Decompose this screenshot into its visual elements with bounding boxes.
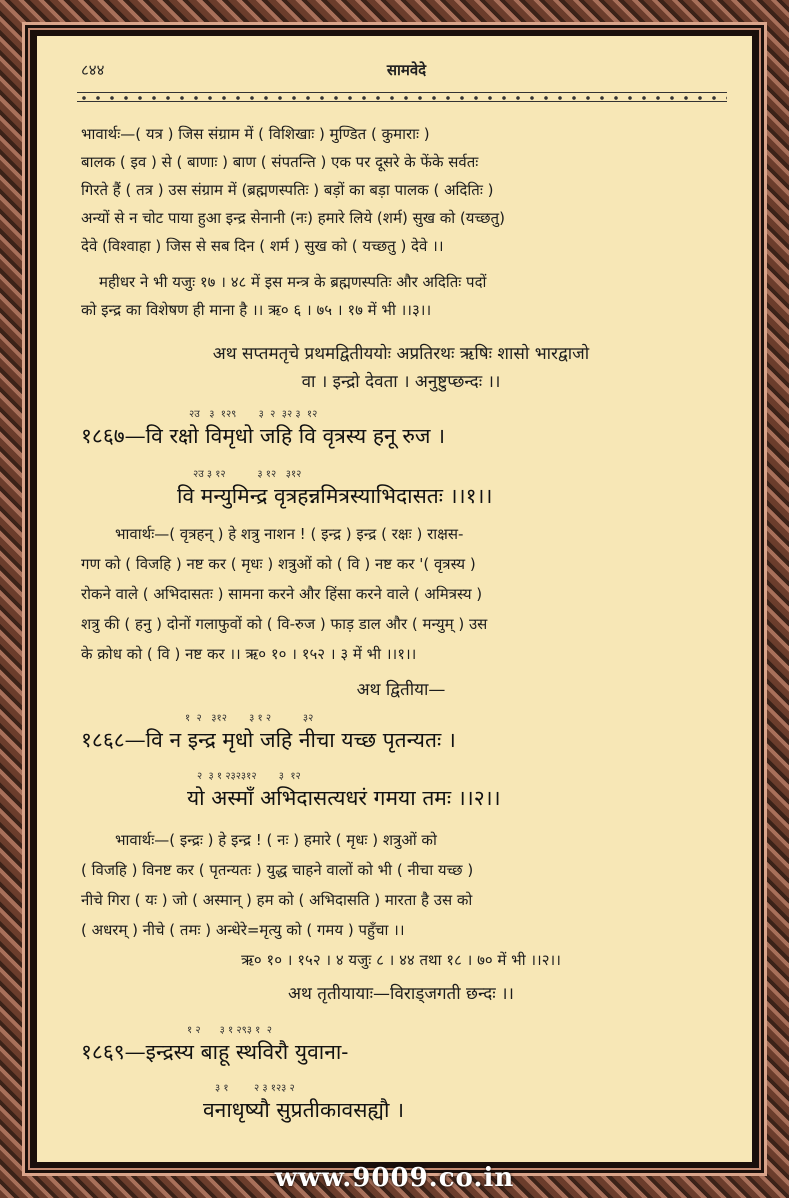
text-line: महीधर ने भी यजुः १७ । ४८ में इस मन्त्र के ब्रह्मणस्पतिः और अदितिः पदों [99, 273, 487, 291]
book-page [37, 36, 752, 1162]
text-line: ऋ० १० । १५२ । ४ यजुः ८ । ४४ तथा १८ । ७० में भी ।।२।। [241, 951, 561, 969]
page-number: ८४४ [81, 61, 105, 79]
mantra-1868: १८६८—वि न इन्द्र मृधो जहि नीचा यच्छ पृतन्यतः । [81, 728, 456, 752]
accent-marks: १ २ ३ १ २९३ १ २ [187, 1025, 272, 1036]
section-intro: अथ तृतीयायाः—विराड्जगती छन्दः ।। [288, 984, 514, 1004]
text-line: रोकने वाले ( अभिदासतः ) सामना करने और हिंसा करने वाले ( अमित्रस्य ) [81, 585, 483, 603]
page-header [81, 60, 732, 84]
text-line: के क्रोध को ( वि ) नष्ट कर ।। ऋ० १० । १५२ । ३ में भी ।।१।। [81, 645, 417, 663]
mantra-1869: १८६९—इन्द्रस्य बाहू स्थविरौ युवाना- [81, 1040, 349, 1064]
accent-marks: २उ ३ १२ ३ १२ ३१२ [193, 469, 302, 480]
ornamental-rule [77, 92, 727, 102]
text-line: ( अधरम् ) नीचे ( तमः ) अन्धेरे=मृत्यु को ( गमय ) पहुँचा ।। [81, 921, 405, 939]
mantra-1867: १८६७—वि रक्षो विमृधो जहि वि वृत्रस्य हनू रुज । [81, 424, 446, 448]
text-line: शत्रु की ( हनु ) दोनों गलाफुवों को ( वि-रुज ) फाड़ डाल और ( मन्युम् ) उस [81, 615, 488, 633]
accent-marks: ३ १ २ ३ १२३ २ [215, 1083, 295, 1094]
text-line: भावार्थः—( यत्र ) जिस संग्राम में ( विशिखाः ) मुण्डित ( कुमाराः ) [81, 125, 430, 143]
mantra-1868-line2: यो अस्माँ अभिदासत्यधरं गमया तमः ।।२।। [187, 786, 501, 810]
text-line: अन्यों से न चोट पाया हुआ इन्द्र सेनानी (नः) हमारे लिये (शर्म) सुख को (यच्छतु) [81, 209, 505, 227]
text-line: गिरते हैं ( तत्र ) उस संग्राम में (ब्रह्मणस्पतिः ) बड़ों का बड़ा पालक ( अदितिः ) [81, 181, 494, 199]
site-url[interactable]: www.9009.co.in [274, 1163, 515, 1193]
text-line: बालक ( इव ) से ( बाणाः ) बाण ( संपतन्ति ) एक पर दूसरे के फेंके सर्वतः [81, 153, 479, 171]
text-line: ( विजहि ) विनष्ट कर ( पृतन्यतः ) युद्ध चाहने वालों को भी ( नीचा यच्छ ) [81, 861, 474, 879]
text-line: को इन्द्र का विशेषण ही माना है ।। ऋ० ६ । ७५ । १७ में भी ।।३।। [81, 301, 432, 319]
mantra-1869-line2: वनाधृष्यौ सुप्रतीकावसह्यौ । [203, 1098, 405, 1122]
text-line: नीचे गिरा ( यः ) जो ( अस्मान् ) हम को ( अभिदासति ) मारता है उस को [81, 891, 473, 909]
text-line: भावार्थः—( इन्द्रः ) हे इन्द्र ! ( नः ) हमारे ( मृधः ) शत्रुओं को [115, 831, 437, 849]
mantra-1867-line2: वि मन्युमिन्द्र वृत्रहन्नमित्रस्याभिदासतः ।।१।। [177, 484, 493, 508]
text-line: गण को ( विजहि ) नष्ट कर ( मृधः ) शत्रुओं को ( वि ) नष्ट कर '( वृत्रस्य ) [81, 555, 476, 573]
text-line: भावार्थः—( वृत्रहन् ) हे शत्रु नाशन ! ( इन्द्र ) इन्द्र ( रक्षः ) राक्षस- [115, 525, 464, 543]
text-line: देवे (विश्वाहा ) जिस से सब दिन ( शर्म ) सुख को ( यच्छतु ) देवे ।। [81, 237, 444, 255]
book-title: सामवेदे [386, 61, 427, 79]
accent-marks: २ ३ १ २३२३१२ ३ १२ [197, 771, 301, 782]
section-intro: अथ द्वितीया— [356, 680, 446, 700]
section-intro: अथ सप्तमतृचे प्रथमद्वितीययोः अप्रतिरथः ऋषिः शासो भारद्वाजो [212, 344, 590, 364]
footer-strip [37, 1163, 752, 1193]
accent-marks: १ २ ३१२ ३ १ २ ३२ [185, 713, 314, 724]
accent-marks: २उ ३ १२९ ३ २ ३२ ३ १२ [189, 409, 318, 420]
section-intro: वा । इन्द्रो देवता । अनुष्टुप्छन्दः ।। [301, 372, 501, 392]
